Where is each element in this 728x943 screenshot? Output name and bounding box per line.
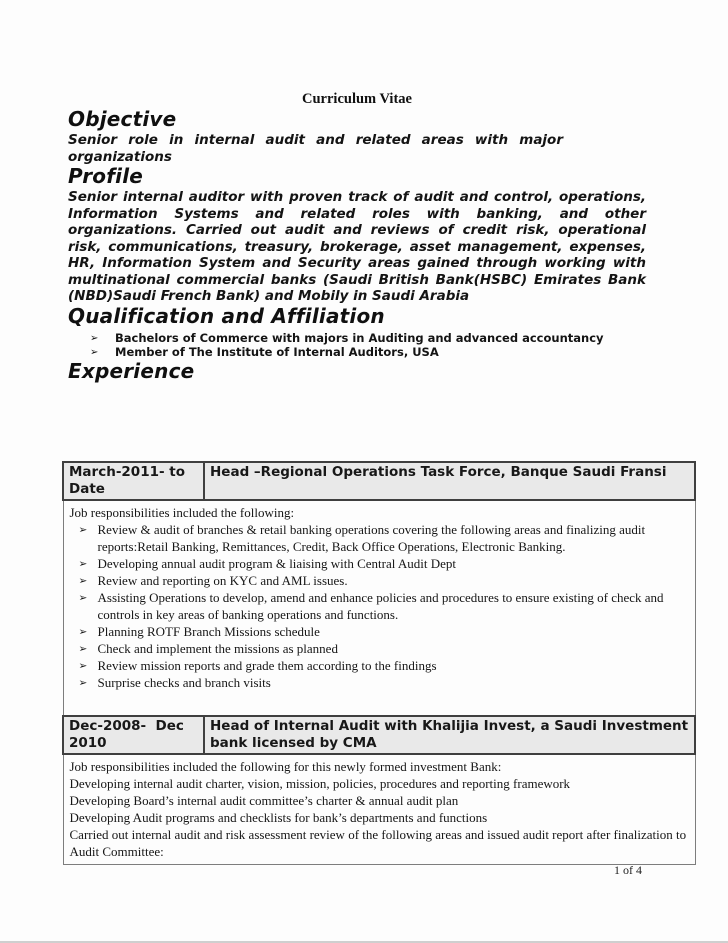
period-cell: March-2011- to Date — [63, 462, 204, 500]
list-item-text: Bachelors of Commerce with majors in Auditing and advanced accountancy — [115, 330, 604, 345]
responsibility-line: Carried out internal audit and risk assessment review of the following areas and issued audit report after finalization to Audit Committee: — [69, 827, 687, 859]
list-item-text: Review and reporting on KYC and AML issues. — [97, 573, 348, 588]
responsibilities-cell — [63, 754, 695, 865]
arrow-bullet-icon: ➢ — [90, 347, 99, 358]
list-item-text: Member of The Institute of Internal Auditors, USA — [115, 345, 439, 359]
role-cell: Head of Internal Audit with Khalijia Invest, a Saudi Investment bank licensed by CMA — [204, 716, 695, 754]
list-item — [70, 640, 687, 657]
responsibility-line: Developing Audit programs and checklists for bank’s departments and functions — [69, 810, 488, 825]
list-item — [68, 345, 646, 360]
list-item-text: Review & audit of branches & retail banking operations covering the following areas and finalizing audit reports:Retail Banking, Remittances, Credit, Back Office Operations, Electronic Banking. — [97, 522, 646, 554]
list-item-text: Developing annual audit program & liaising with Central Audit Dept — [97, 556, 457, 571]
list-item — [70, 674, 687, 691]
list-item-text: Review mission reports and grade them according to the findings — [97, 658, 437, 673]
qualification-heading: Qualification and Affiliation — [68, 303, 385, 328]
list-item — [70, 589, 687, 623]
responsibilities-intro: Job responsibilities included the following: — [69, 505, 295, 520]
arrow-bullet-icon: ➢ — [78, 626, 88, 638]
arrow-bullet-icon: ➢ — [78, 677, 88, 689]
qualification-list — [68, 331, 646, 360]
arrow-bullet-icon: ➢ — [78, 592, 88, 604]
list-item — [70, 572, 687, 589]
list-item — [70, 521, 687, 555]
experience-entry-1-body — [63, 500, 695, 716]
profile-text: Senior internal auditor with proven track of audit and control, operations, Information Systems and related roles with banking, and other organizations. Carried out audit and reviews of credit risk, operational risk, communications, treasury, brokerage, asset management, expenses, HR, Information System and Security areas gained through working with multinational commercial banks (Saudi British Bank(HSBC) Emirates Bank (NBD)Saudi French Bank) and Mobily in Saudi Arabia — [68, 189, 646, 304]
objective-heading: Objective — [68, 107, 177, 131]
objective-text: Senior role in internal audit and related areas with major organizations — [68, 132, 563, 165]
list-item — [68, 331, 646, 346]
list-item-text: Check and implement the missions as planned — [97, 641, 338, 656]
role-cell: Head –Regional Operations Task Force, Banque Saudi Fransi — [204, 462, 695, 500]
page-number: 1 of 4 — [614, 863, 642, 877]
list-item — [70, 657, 687, 674]
list-item — [70, 555, 687, 572]
responsibility-line: Developing Board’s internal audit committee’s charter & annual audit plan — [69, 793, 459, 808]
arrow-bullet-icon: ➢ — [78, 643, 88, 655]
responsibilities-intro: Job responsibilities included the following for this newly formed investment Bank: — [69, 759, 502, 774]
experience-entry-2-header — [63, 716, 695, 754]
cv-content — [68, 0, 646, 383]
arrow-bullet-icon: ➢ — [78, 558, 88, 570]
period-cell: Dec-2008- Dec 2010 — [63, 716, 204, 754]
list-item — [70, 623, 687, 640]
list-item-text: Assisting Operations to develop, amend and enhance policies and procedures to ensure existing of check and controls in key areas of banking operations and functions. — [97, 590, 664, 622]
responsibility-line: Developing internal audit charter, vision, mission, policies, procedures and reporting framework — [69, 776, 571, 791]
experience-entry-1-header — [63, 462, 695, 500]
responsibilities-cell — [63, 500, 695, 716]
document-title: Curriculum Vitae — [302, 91, 412, 107]
arrow-bullet-icon: ➢ — [90, 332, 99, 344]
arrow-bullet-icon: ➢ — [78, 660, 88, 672]
arrow-bullet-icon: ➢ — [78, 575, 88, 587]
experience-table — [62, 461, 696, 865]
list-item-text: Planning ROTF Branch Missions schedule — [97, 624, 320, 639]
arrow-bullet-icon: ➢ — [78, 524, 88, 536]
profile-heading: Profile — [68, 164, 144, 188]
experience-heading: Experience — [68, 358, 195, 383]
experience-entry-2-body — [63, 754, 695, 865]
list-item-text: Surprise checks and branch visits — [97, 675, 271, 690]
